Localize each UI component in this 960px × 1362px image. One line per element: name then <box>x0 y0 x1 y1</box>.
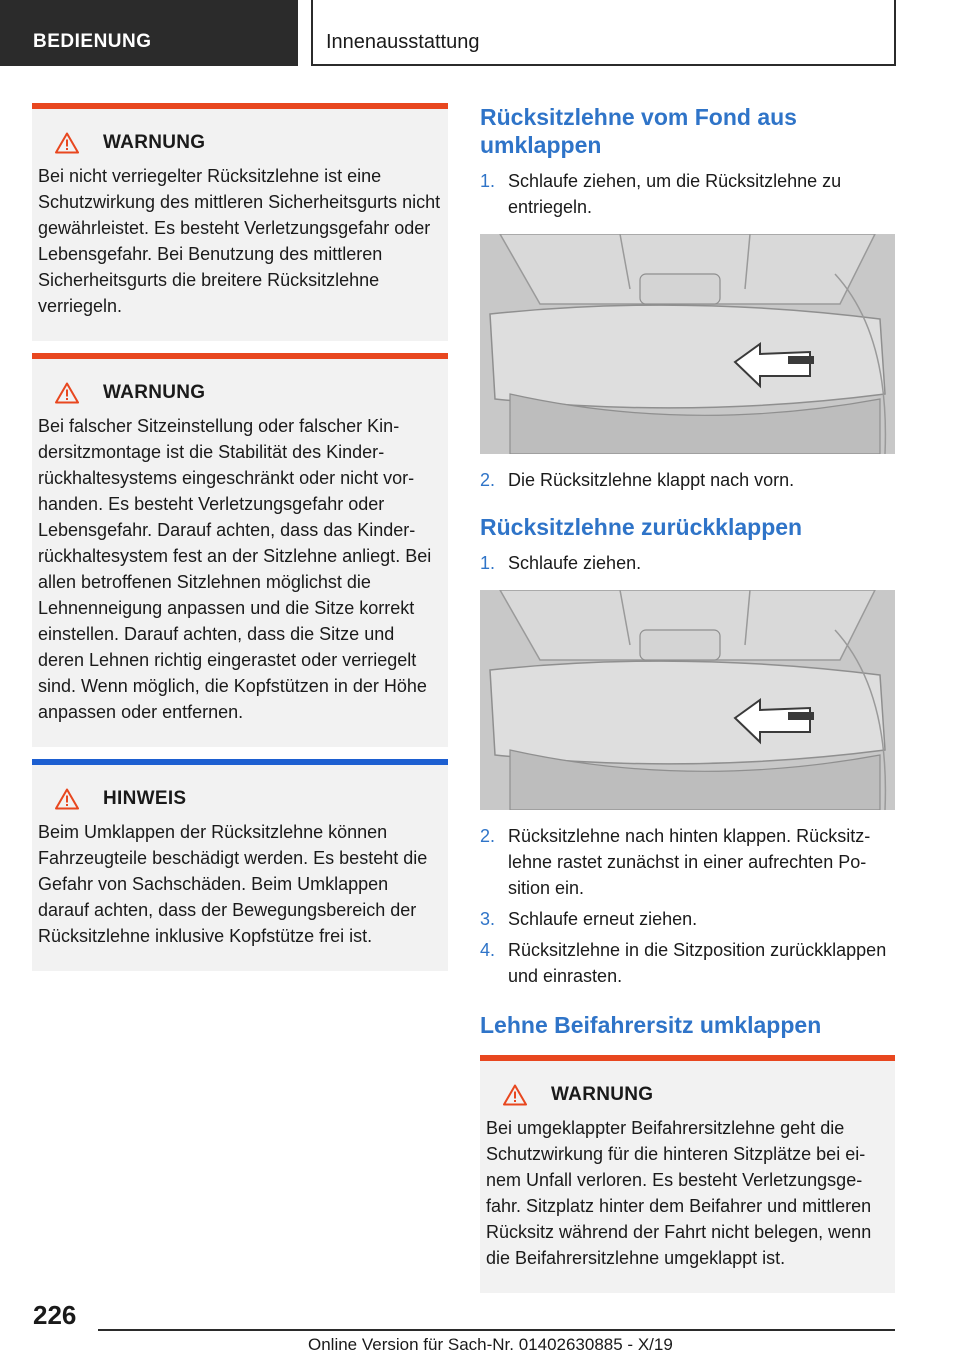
warning-triangle-icon <box>55 788 79 810</box>
step-text: Die Rücksitzlehne klappt nach vorn. <box>508 470 795 490</box>
right-column <box>480 103 895 1305</box>
list-item <box>480 823 895 901</box>
section-heading-fold-back: Rücksitzlehne zurückklappen <box>480 514 803 540</box>
warning-triangle-icon <box>503 1084 527 1106</box>
page-number: 226 <box>33 1300 77 1330</box>
step-number: 4. <box>480 940 496 960</box>
step-number: 3. <box>480 909 496 929</box>
notice-text: Beim Umklappen der Rücksitzlehne können Fahrzeugteile beschädigt werden. Es besteht die Gefahr von Sachschäden. Beim Umklappen darauf achten, dass der Bewegungsbereich der Rücksitzlehne inklusive Kopfstütze frei ist. <box>38 822 428 946</box>
step-number: 2. <box>480 470 496 490</box>
warning-triangle-icon <box>55 132 79 154</box>
list-item <box>480 937 895 989</box>
warning-box-2 <box>32 353 448 747</box>
list-item <box>480 467 895 493</box>
step-number: 2. <box>480 826 496 846</box>
step-text: Schlaufe ziehen, um die Rücksitzlehne zu entriegeln. <box>508 171 842 217</box>
left-column <box>32 103 448 983</box>
warning-box-3 <box>480 1055 895 1293</box>
footer-text: Online Version für Sach-Nr. 01402630885 - X/19 <box>308 1335 673 1354</box>
section-heading-passenger-seat: Lehne Beifahrersitz umklappen <box>480 1012 822 1038</box>
section-label: BEDIENUNG <box>0 0 298 66</box>
warning-text: Bei falscher Sitzeinstellung oder falscher Kindersitzmontage ist die Stabilität des Kinderrückhaltesystems eingeschränkt oder nicht vorhanden. Es besteht Verletzungsgefahr oder Lebensgefahr. Darauf achten, dass das Kinderrückhaltesystem fest an der Sitzlehne anliegt. Bei allen betroffenen Sitzlehnen möglichst die Lehnenneigung anpassen und die Sitze korrekt einstellen. Darauf achten, dass die Sitze und deren Lehnen richtig eingerastet oder verriegelt sind. Wenn möglich, die Kopfstützen in der Höhe anpassen oder entfernen. <box>38 416 432 722</box>
step-number: 1. <box>480 171 496 191</box>
notice-box <box>32 759 448 971</box>
step-text: Rücksitzlehne in die Sitzposition zurückklappen und einrasten. <box>508 940 887 986</box>
step-text: Schlaufe erneut ziehen. <box>508 909 698 929</box>
step-number: 1. <box>480 553 496 573</box>
warning-title: WARNUNG <box>551 1084 654 1105</box>
warning-triangle-icon <box>55 382 79 404</box>
rear-seat-illustration-2 <box>480 590 895 810</box>
page-header <box>0 0 960 66</box>
seat-drawing <box>480 590 895 810</box>
footer-divider <box>98 1329 895 1331</box>
step-text: Schlaufe ziehen. <box>508 553 642 573</box>
seat-drawing <box>480 234 895 454</box>
warning-title: WARNUNG <box>103 132 206 153</box>
list-item <box>480 906 895 932</box>
rear-seat-illustration <box>480 234 895 454</box>
list-item <box>480 168 895 220</box>
step-text: Rücksitzlehne nach hinten klappen. Rücksitzlehne rastet zunächst in einer aufrechten Position ein. <box>508 826 871 898</box>
chapter-label: Innenausstattung <box>311 0 896 66</box>
warning-box-1 <box>32 103 448 341</box>
warning-text: Bei nicht verriegelter Rücksitzlehne ist eine Schutzwirkung des mittleren Sicherheitsgurts nicht gewährleistet. Es besteht Verletzungsgefahr oder Lebensgefahr. Bei Benutzung des mittleren Sicherheitsgurts die breitere Rücksitzlehne verriegeln. <box>38 166 441 316</box>
list-item <box>480 550 895 576</box>
warning-title: WARNUNG <box>103 382 206 403</box>
warning-text: Bei umgeklappter Beifahrersitzlehne geht die Schutzwirkung für die hinteren Sitzplätze bei einem Unfall verloren. Es besteht Verletzungsgefahr. Sitzplatz hinter dem Beifahrer und mittleren Rücksitz während der Fahrt nicht belegen, wenn die Beifahrersitzlehne umgeklappt ist. <box>486 1118 872 1268</box>
notice-title: HINWEIS <box>103 788 187 809</box>
section-heading-fold-from-rear: Rücksitzlehne vom Fond aus umklappen <box>480 104 797 158</box>
